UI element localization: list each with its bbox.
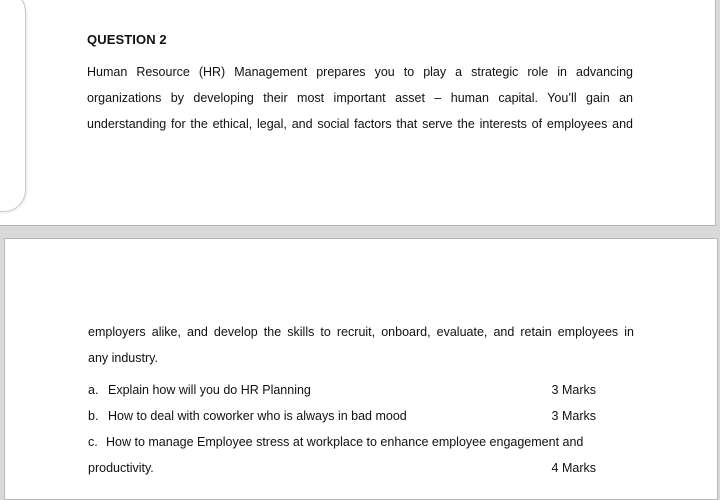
question-item-b — [88, 408, 596, 424]
paragraph-line-2: organizations by developing their most important asset – human capital. You’ll gain an — [87, 91, 633, 105]
question-heading: QUESTION 2 — [87, 32, 167, 47]
item-text-continuation: productivity. — [88, 461, 154, 475]
item-text: How to manage Employee stress at workplace to enhance employee engagement and — [106, 435, 584, 449]
paragraph-line-5: any industry. — [88, 351, 158, 365]
item-marks: 3 Marks — [551, 409, 596, 423]
document-page-top — [0, 0, 716, 226]
paragraph-line-4: employers alike, and develop the skills to recruit, onboard, evaluate, and retain employees in — [88, 325, 634, 339]
item-marker: a. — [88, 383, 99, 397]
question-item-c — [88, 434, 596, 450]
document-page-bottom — [4, 238, 718, 500]
item-marks: 3 Marks — [551, 383, 596, 397]
sidebar-tab[interactable] — [0, 0, 26, 212]
paragraph-line-3: understanding for the ethical, legal, and social factors that serve the interests of employees and — [87, 117, 633, 131]
item-marker: b. — [88, 409, 99, 423]
item-marker: c. — [88, 435, 98, 449]
item-marks: 4 Marks — [551, 461, 596, 475]
question-item-c-continuation — [88, 460, 596, 476]
paragraph-line-1: Human Resource (HR) Management prepares you to play a strategic role in advancing — [87, 65, 633, 79]
item-text: Explain how will you do HR Planning — [108, 383, 311, 397]
item-text: How to deal with coworker who is always in bad mood — [108, 409, 407, 423]
question-item-a — [88, 382, 596, 398]
